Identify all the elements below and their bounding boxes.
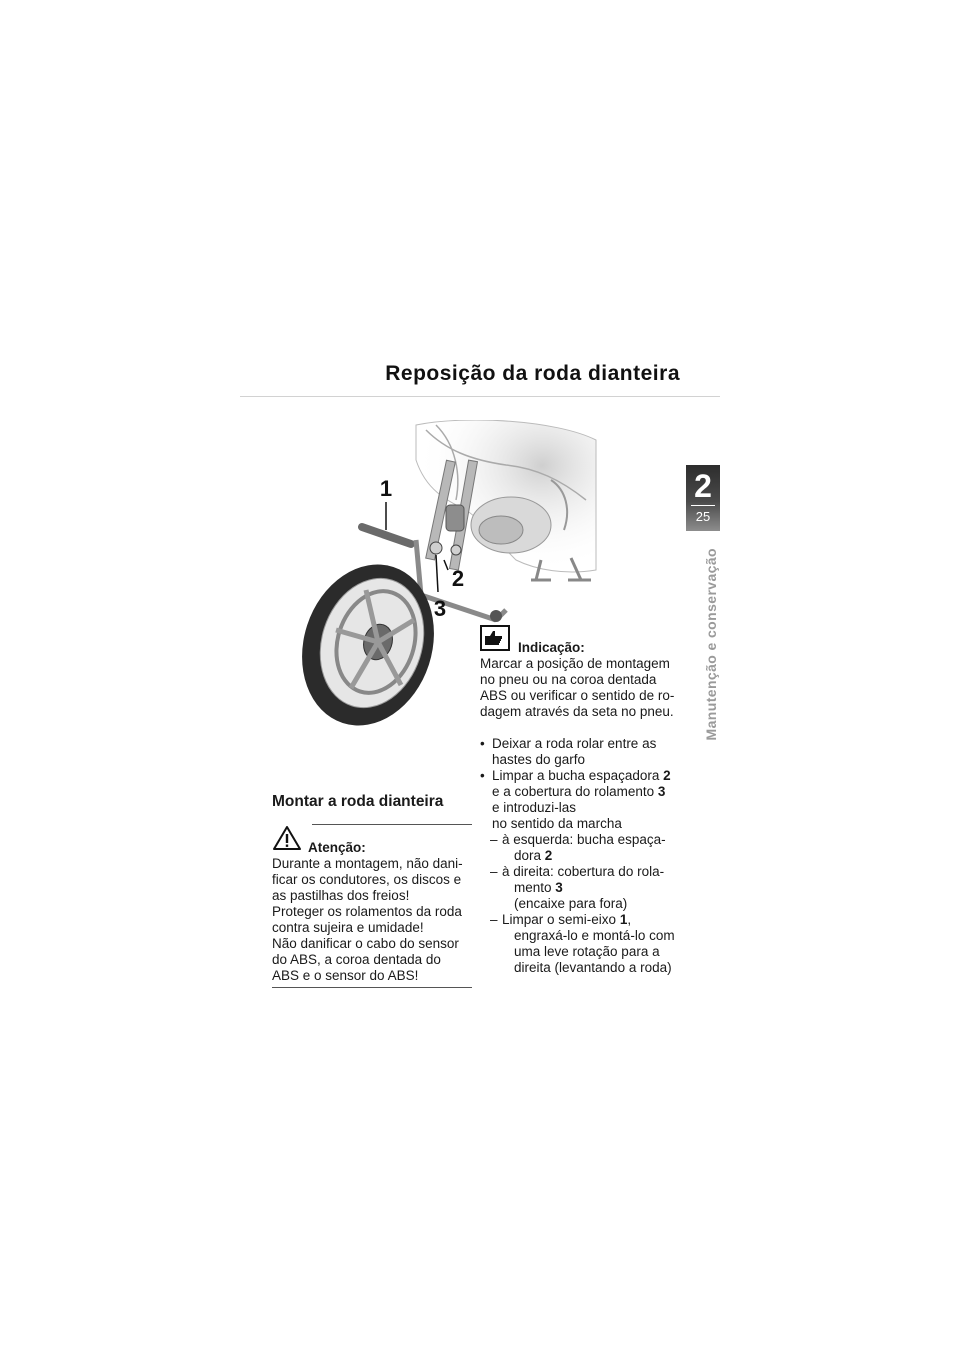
list-item xyxy=(480,912,680,976)
bullet: • xyxy=(480,768,485,783)
warning-line: ABS e o sensor do ABS! xyxy=(272,968,419,983)
chapter-side-label: Manutenção e conservação xyxy=(703,548,719,741)
note-line: Marcar a posição de montagem xyxy=(480,656,670,671)
callout-2: 2 xyxy=(451,566,465,591)
list-item xyxy=(480,768,680,816)
list-item xyxy=(480,736,680,768)
chapter-tab xyxy=(686,465,720,531)
right-column xyxy=(480,630,680,976)
step-text: Limpar a bucha espaçadora xyxy=(492,768,660,783)
step-text: engraxá-lo e montá-lo com xyxy=(514,928,675,943)
step-text xyxy=(492,784,680,800)
note-icon xyxy=(480,625,510,656)
page-number: 25 xyxy=(695,509,711,524)
step-list xyxy=(480,736,680,976)
section-heading: Montar a roda dianteira xyxy=(272,793,444,810)
step-text: e a cobertura do rolamento xyxy=(492,784,655,799)
dash: – xyxy=(490,864,498,879)
list-item xyxy=(480,864,680,912)
warning-line: contra sujeira e umidade! xyxy=(272,920,424,935)
bullet: • xyxy=(480,736,485,751)
chapter-number: 2 xyxy=(694,468,712,504)
warning-top-rule xyxy=(312,824,472,825)
warning-line: Não danificar o cabo do sensor xyxy=(272,936,459,951)
note-line: ABS ou verificar o sentido de ro- xyxy=(480,688,675,703)
step-text: à direita: cobertura do rola- xyxy=(502,864,665,879)
part-ref: 2 xyxy=(663,768,671,783)
part-ref: 2 xyxy=(544,848,553,863)
step-text: e introduzi-las xyxy=(492,800,577,815)
note-label: Indicação: xyxy=(518,640,585,655)
warning-line: do ABS, a coroa dentada do xyxy=(272,952,441,967)
part-ref: 1 xyxy=(619,912,628,927)
step-text: dora xyxy=(514,848,542,863)
warning-line: Durante a montagem, não dani- xyxy=(272,856,463,871)
left-column xyxy=(272,792,472,988)
step-text xyxy=(502,912,680,928)
step-text xyxy=(502,880,680,896)
warning-line: Proteger os rolamentos da roda xyxy=(272,904,462,919)
step-text xyxy=(492,768,680,784)
step-text: à esquerda: bucha espaça- xyxy=(502,832,666,847)
step-text: mento xyxy=(514,880,552,895)
step-text: uma leve rotação para a xyxy=(514,944,660,959)
part-ref: 3 xyxy=(657,784,666,799)
step-text: (encaixe para fora) xyxy=(514,896,628,911)
chapter-divider xyxy=(691,505,715,506)
callout-3: 3 xyxy=(433,596,447,621)
step-text: direita (levantando a roda) xyxy=(514,960,672,975)
step-text: hastes do garfo xyxy=(492,752,586,767)
step-text: , xyxy=(627,912,632,927)
warning-bottom-rule xyxy=(272,987,472,988)
title-divider xyxy=(240,396,720,397)
warning-line: ficar os condutores, os discos e xyxy=(272,872,462,887)
dash: – xyxy=(490,912,498,927)
note-line: no pneu ou na coroa dentada xyxy=(480,672,657,687)
warning-line: as pastilhas dos freios! xyxy=(272,888,410,903)
step-text: no sentido da marcha xyxy=(492,816,622,831)
part-ref: 3 xyxy=(555,880,563,895)
warning-box xyxy=(272,824,472,988)
step-text xyxy=(502,848,680,864)
step-text: Deixar a roda rolar entre as xyxy=(492,736,657,751)
note-line: dagem através da seta no pneu. xyxy=(480,704,674,719)
page-title: Reposição da roda dianteira xyxy=(385,362,680,385)
dash: – xyxy=(490,832,498,847)
list-item xyxy=(480,832,680,864)
warning-label: Atenção: xyxy=(308,840,366,855)
step-text: Limpar o semi-eixo xyxy=(502,912,617,927)
callout-1: 1 xyxy=(379,476,393,501)
warning-icon xyxy=(272,825,302,856)
